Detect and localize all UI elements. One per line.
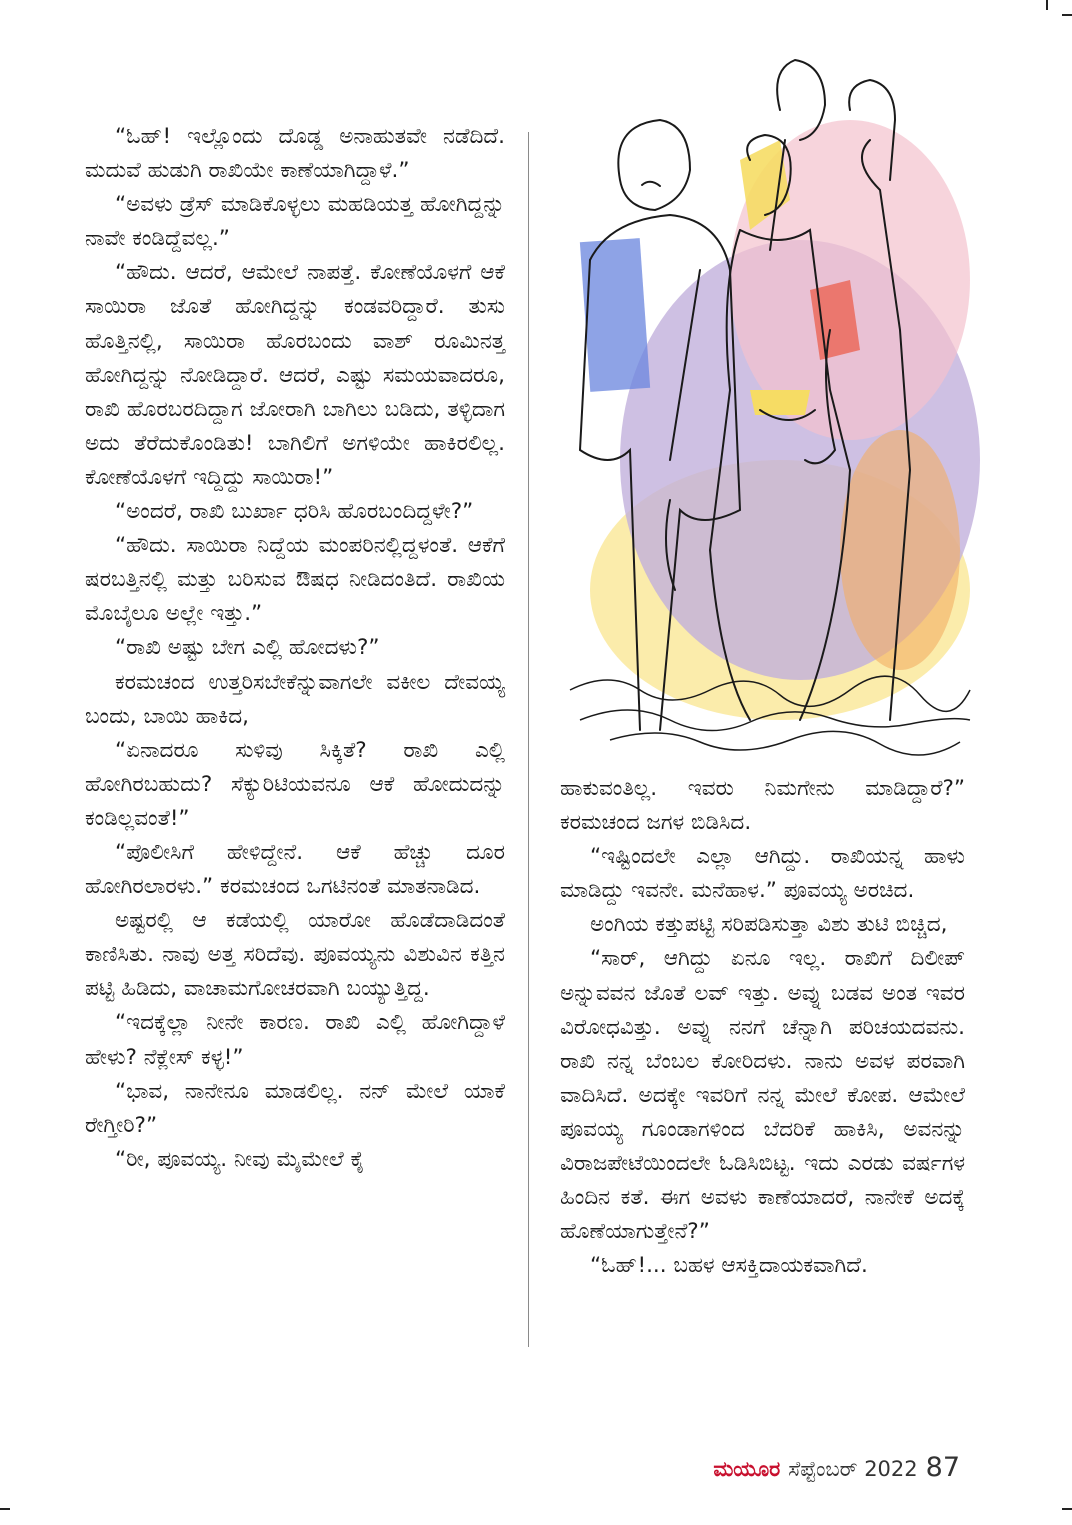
paragraph: ಅಂಗಿಯ ಕತ್ತುಪಟ್ಟಿ ಸರಿಪಡಿಸುತ್ತಾ ವಿಶು ತುಟಿ ಬಿಚ್ಚಿದ, — [590, 912, 948, 938]
paragraph: “ಇಷ್ಟಿಂದಲೇ ಎಲ್ಲಾ ಆಗಿದ್ದು. ರಾಖಿಯನ್ನ ಹಾಳು ಮಾಡಿದ್ದು ಇವನೇ. ಮನೆಹಾಳ.” ಪೂವಯ್ಯ ಅರಚಿದ. — [560, 844, 965, 904]
paragraph: “ಭಾವ, ನಾನೇನೂ ಮಾಡಲಿಲ್ಲ. ನನ್ ಮೇಲೆ ಯಾಕೆ ರೇಗ್ತೀರಿ?” — [85, 1078, 505, 1138]
crop-mark-bottom-right — [1062, 1508, 1072, 1510]
paragraph: “ಅಂದರೆ, ರಾಖಿ ಬುರ್ಖಾ ಧರಿಸಿ ಹೊರಬಂದಿದ್ದಳೇ?” — [115, 499, 474, 525]
grass-scribble — [570, 676, 970, 755]
paragraph: “ಸಾರ್, ಆಗಿದ್ದು ಏನೂ ಇಲ್ಲ. ರಾಖಿಗೆ ದಿಲೀಪ್ ಅನ್ನುವವನ ಜೊತೆ ಲವ್ ಇತ್ತು. ಅವ್ನು ಬಡವ ಅಂತ ಇವರ ವಿರೋಧವಿತ್ತು. ಅವ್ನು ನನಗೆ ಚೆನ್ನಾಗಿ ಪರಿಚಯದವನು. ರಾಖಿ ನನ್ನ ಬೆಂಬಲ ಕೋರಿದಳು. ನಾನು ಅವಳ ಪರವಾಗಿ ವಾದಿಸಿದೆ. ಅದಕ್ಕೇ ಇವರಿಗೆ ನನ್ನ ಮೇಲೆ ಕೋಪ. ಆಮೇಲೆ ಪೂವಯ್ಯ ಗೂಂಡಾಗಳಿಂದ ಬೆದರಿಕೆ ಹಾಕಿಸಿ, ಅವನನ್ನು ವಿರಾಜಪೇಟೆಯಿಂದಲೇ ಓಡಿಸಿಬಿಟ್ಟ. ಇದು ಎರಡು ವರ್ಷಗಳ ಹಿಂದಿನ ಕತೆ. ಈಗ ಅವಳು ಕಾಣೆಯಾದರೆ, ನಾನೇಕೆ ಅದಕ್ಕೆ ಹೊಣೆಯಾಗುತ್ತೇನೆ?” — [560, 946, 965, 1245]
paragraph: “ರಾಖಿ ಅಷ್ಟು ಬೇಗ ಎಲ್ಲಿ ಹೋದಳು?” — [115, 635, 380, 661]
paragraph: ಹಾಕುವಂತಿಲ್ಲ. ಇವರು ನಿಮಗೇನು ಮಾಡಿದ್ದಾರೆ?” ಕರಮಚಂದ ಜಗಳ ಬಿಡಿಸಿದ. — [560, 776, 965, 836]
paragraph: “ಪೊಲೀಸಿಗೆ ಹೇಳಿದ್ದೇನೆ. ಆಕೆ ಹೆಚ್ಚು ದೂರ ಹೋಗಿರಲಾರಳು.” ಕರಮಚಂದ ಒಗಟಿನಂತೆ ಮಾತನಾಡಿದ. — [85, 839, 505, 900]
crop-mark-bottom-left — [0, 1508, 10, 1510]
column-divider — [528, 132, 529, 1347]
page-footer — [713, 1452, 960, 1483]
paragraph: “ಇದಕ್ಕೆಲ್ಲಾ ನೀನೇ ಕಾರಣ. ರಾಖಿ ಎಲ್ಲಿ ಹೋಗಿದ್ದಾಳೆ ಹೇಳು? ನೆಕ್ಲೇಸ್ ಕಳ್ಳ!” — [85, 1010, 505, 1070]
issue-date: ಸೆಪ್ಟೆಂಬರ್ 2022 — [788, 1457, 918, 1481]
page-number: 87 — [925, 1452, 960, 1483]
magazine-name: ಮಯೂರ — [713, 1457, 781, 1481]
right-text-column — [560, 772, 965, 1283]
paragraph: “ಹೌದು. ಆದರೆ, ಆಮೇಲೆ ನಾಪತ್ತೆ. ಕೋಣೆಯೊಳಗೆ ಆಕೆ ಸಾಯಿರಾ ಜೊತೆ ಹೋಗಿದ್ದನ್ನು ಕಂಡವರಿದ್ದಾರೆ. ತುಸು ಹೊತ್ತಿನಲ್ಲಿ, ಸಾಯಿರಾ ಹೊರಬಂದು ವಾಶ್ ರೂಮಿನತ್ತ ಹೋಗಿದ್ದನ್ನು ನೋಡಿದ್ದಾರೆ. ಆದರೆ, ಎಷ್ಟು ಸಮಯವಾದರೂ, ರಾಖಿ ಹೊರಬರದಿದ್ದಾಗ ಜೋರಾಗಿ ಬಾಗಿಲು ಬಡಿದು, ತಳ್ಳಿದಾಗ ಅದು ತೆರೆದುಕೊಂಡಿತು! ಬಾಗಿಲಿಗೆ ಅಗಳಿಯೇ ಹಾಕಿರಲಿಲ್ಲ. ಕೋಣೆಯೊಳಗೆ ಇದ್ದಿದ್ದು ಸಾಯಿರಾ!” — [85, 260, 505, 490]
left-text-column — [85, 120, 505, 1177]
crop-mark-top-right — [1046, 0, 1048, 10]
paragraph: “ಅವಳು ಡ್ರೆಸ್ ಮಾಡಿಕೊಳ್ಳಲು ಮಹಡಿಯತ್ತ ಹೋಗಿದ್ದನ್ನು ನಾವೇ ಕಂಡಿದ್ದೆವಲ್ಲ.” — [85, 192, 505, 252]
paragraph: “ರೀ, ಪೂವಯ್ಯ. ನೀವು ಮೈಮೇಲೆ ಕೈ — [115, 1146, 365, 1172]
story-illustration — [550, 30, 980, 760]
paragraph: ಅಷ್ಟರಲ್ಲಿ ಆ ಕಡೆಯಲ್ಲಿ ಯಾರೋ ಹೊಡೆದಾಡಿದಂತೆ ಕಾಣಿಸಿತು. ನಾವು ಅತ್ತ ಸರಿದೆವು. ಪೂವಯ್ಯನು ವಿಶುವಿನ ಕತ್ತಿನ ಪಟ್ಟಿ ಹಿಡಿದು, ವಾಚಾಮಗೋಚರವಾಗಿ ಬಯ್ಯುತ್ತಿದ್ದ. — [85, 908, 505, 1002]
paragraph: “ಓಹ್!... ಬಹಳ ಆಸಕ್ತಿದಾಯಕವಾಗಿದೆ. — [590, 1253, 868, 1279]
paragraph: “ಏನಾದರೂ ಸುಳಿವು ಸಿಕ್ಕಿತೆ? ರಾಖಿ ಎಲ್ಲಿ ಹೋಗಿರಬಹುದು? ಸೆಕ್ಯುರಿಟಿಯವನೂ ಆಕೆ ಹೋದುದನ್ನು ಕಂಡಿಲ್ಲವಂತೆ!” — [85, 737, 505, 831]
paragraph: ಕರಮಚಂದ ಉತ್ತರಿಸಬೇಕೆನ್ನುವಾಗಲೇ ವಕೀಲ ದೇವಯ್ಯ ಬಂದು, ಬಾಯಿ ಹಾಕಿದ, — [85, 669, 505, 729]
paragraph: “ಹೌದು. ಸಾಯಿರಾ ನಿದ್ದೆಯ ಮಂಪರಿನಲ್ಲಿದ್ದಳಂತೆ. ಆಕೆಗೆ ಷರಬತ್ತಿನಲ್ಲಿ ಮತ್ತು ಬರಿಸುವ ಔಷಧ ನೀಡಿದಂತಿದೆ. ರಾಖಿಯ ಮೊಬೈಲೂ ಅಲ್ಲೇ ಇತ್ತು.” — [85, 533, 505, 627]
crop-mark-right — [1062, 14, 1072, 16]
paragraph: “ಓಹ್! ಇಲ್ಲೊಂದು ದೊಡ್ಡ ಅನಾಹುತವೇ ನಡೆದಿದೆ. ಮದುವೆ ಹುಡುಗಿ ರಾಖಿಯೇ ಕಾಣೆಯಾಗಿದ್ದಾಳೆ.” — [85, 124, 505, 184]
